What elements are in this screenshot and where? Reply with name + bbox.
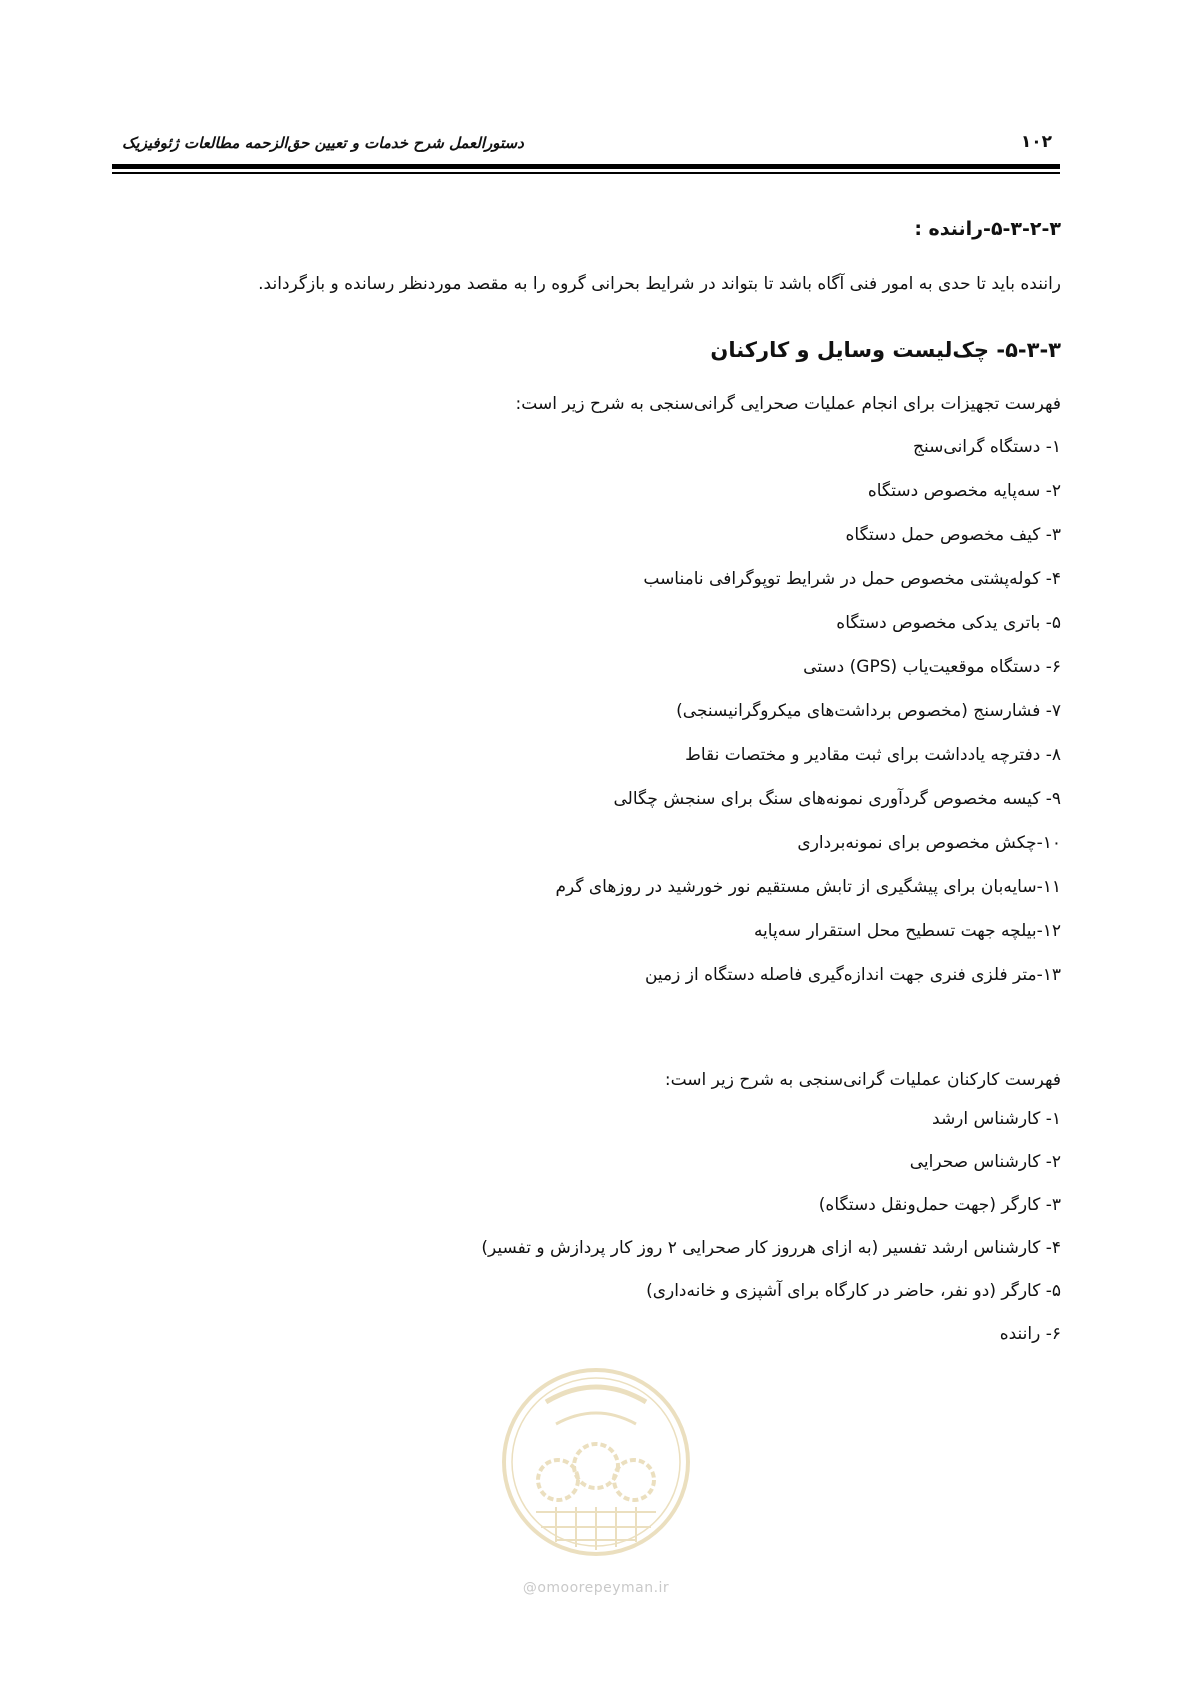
- driver-paragraph: راننده باید تا حدی به امور فنی آگاه باشد تا بتواند در شرایط بحرانی گروه را به مقصد موردنظر رسانده و بازگرداند.: [258, 274, 1061, 294]
- list-item: ۵- باتری یدکی مخصوص دستگاه: [836, 613, 1061, 633]
- checklist-heading: ۵-۳-۳- چک‌لیست وسایل و کارکنان: [710, 338, 1061, 362]
- equipment-list: [101, 432, 1061, 1004]
- list-item: ۴- کارشناس ارشد تفسیر (به ازای هرروز کار صحرایی ۲ روز کار پردازش و تفسیر): [481, 1238, 1061, 1258]
- list-item: ۱۱-سایه‌بان برای پیشگیری از تابش مستقیم نور خورشید در روزهای گرم: [555, 877, 1061, 897]
- list-item: ۸- دفترچه یادداشت برای ثبت مقادیر و مختصات نقاط: [685, 745, 1061, 765]
- driver-heading: ۵-۳-۲-۳-راننده :: [914, 218, 1061, 240]
- header-rule-thin: [112, 172, 1060, 174]
- running-title: دستورالعمل شرح خدمات و تعیین حق‌الزحمه مطالعات ژئوفیزیک: [122, 134, 524, 152]
- staff-list: [101, 1104, 1061, 1362]
- page-number: ۱۰۲: [1020, 132, 1052, 152]
- staff-intro: فهرست کارکنان عملیات گرانی‌سنجی به شرح زیر است:: [664, 1070, 1061, 1090]
- list-item: ۱۳-متر فلزی فنری جهت اندازه‌گیری فاصله دستگاه از زمین: [644, 965, 1061, 985]
- header-rule: [112, 164, 1060, 169]
- equipment-intro: فهرست تجهیزات برای انجام عملیات صحرایی گرانی‌سنجی به شرح زیر است:: [515, 394, 1061, 414]
- list-item: ۱۲-بیلچه جهت تسطیح محل استقرار سه‌پایه: [753, 921, 1061, 941]
- list-item: ۳- کیف مخصوص حمل دستگاه: [845, 525, 1061, 545]
- list-item: ۷- فشارسنج (مخصوص برداشت‌های میکروگرانیسنجی): [676, 701, 1061, 721]
- list-item: ۳- کارگر (جهت حمل‌ونقل دستگاه): [818, 1195, 1061, 1215]
- list-item: ۱- دستگاه گرانی‌سنج: [913, 437, 1061, 457]
- list-item: ۱- کارشناس ارشد: [932, 1109, 1061, 1129]
- list-item: ۲- کارشناس صحرایی: [909, 1152, 1061, 1172]
- list-item: ۹- کیسه مخصوص گردآوری نمونه‌های سنگ برای سنجش چگالی: [613, 789, 1061, 809]
- list-item: ۶- راننده: [999, 1324, 1061, 1344]
- page-header: [112, 128, 1060, 168]
- watermark-caption: @omoorepeyman.ir: [522, 1580, 670, 1596]
- list-item: ۲- سه‌پایه مخصوص دستگاه: [867, 481, 1061, 501]
- list-item: ۶- دستگاه موقعیت‌یاب (GPS) دستی: [803, 657, 1061, 677]
- list-item: ۵- کارگر (دو نفر، حاضر در کارگاه برای آشپزی و خانه‌داری): [646, 1281, 1061, 1301]
- list-item: ۴- کوله‌پشتی مخصوص حمل در شرایط توپوگرافی نامناسب: [643, 569, 1061, 589]
- watermark-logo-icon: [496, 1362, 696, 1562]
- list-item: ۱۰-چکش مخصوص برای نمونه‌برداری: [797, 833, 1061, 853]
